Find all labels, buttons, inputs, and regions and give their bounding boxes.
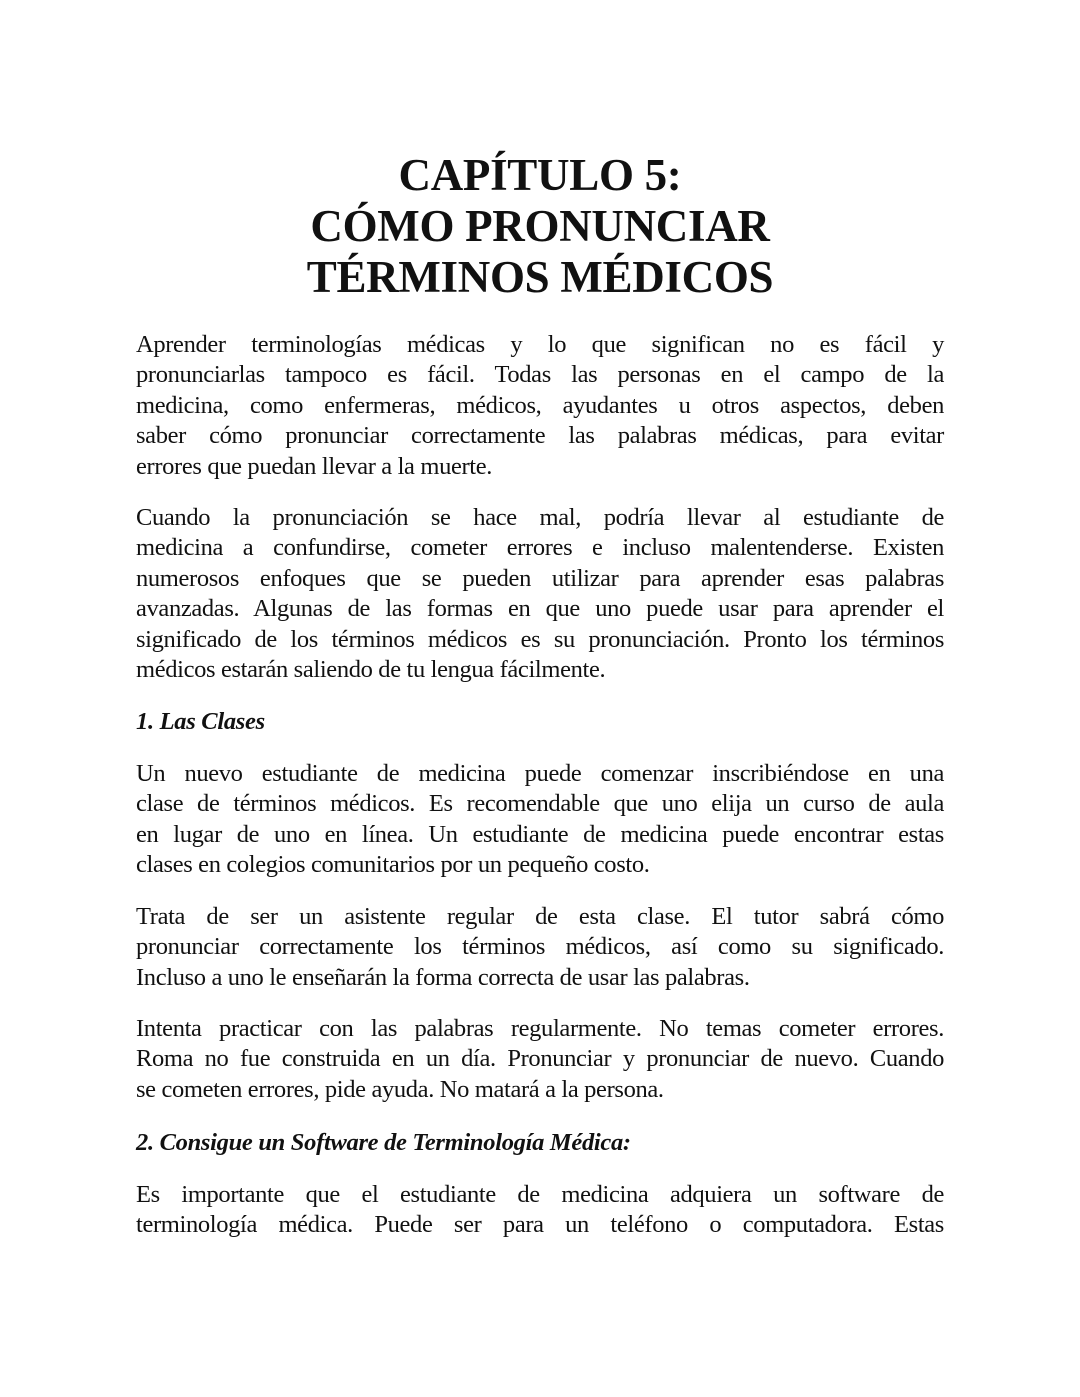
chapter-title-line-3: TÉRMINOS MÉDICOS: [306, 252, 774, 302]
text-line: Aprender terminologías médicas y lo que significan no es fácil y: [136, 331, 944, 358]
text-line: medicina a confundirse, cometer errores e incluso malentenderse. Existen: [136, 534, 944, 562]
text-line: saber cómo pronunciar correctamente las palabras médicas, para evitar: [136, 422, 944, 450]
text-line: se cometen errores, pide ayuda. No matará a la persona.: [136, 1075, 664, 1103]
text-line: Trata de ser un asistente regular de esta clase. El tutor sabrá cómo: [136, 903, 944, 930]
text-line: en lugar de uno en línea. Un estudiante de medicina puede encontrar estas: [136, 820, 944, 848]
chapter-title: [0, 150, 1080, 303]
text-line: pronunciar correctamente los términos médicos, así como su significado.: [136, 933, 944, 961]
section-2-paragraph-1: [136, 1180, 944, 1241]
text-line: pronunciarlas tampoco es fácil. Todas las personas en el campo de la: [136, 361, 944, 389]
section-1-paragraph-2: [136, 902, 944, 993]
text-line: Es importante que el estudiante de medicina adquiera un software de: [136, 1181, 944, 1208]
text-line: Roma no fue construida en un día. Pronunciar y pronunciar de nuevo. Cuando: [136, 1045, 944, 1073]
chapter-title-line-2: CÓMO PRONUNCIAR: [310, 201, 770, 251]
text-line: errores que puedan llevar a la muerte.: [136, 452, 493, 480]
text-line: clases en colegios comunitarios por un pequeño costo.: [136, 851, 650, 879]
text-line: significado de los términos médicos es su pronunciación. Pronto los términos: [136, 625, 944, 653]
chapter-title-line-1: CAPÍTULO 5:: [398, 150, 682, 200]
section-heading-1: 1. Las Clases: [136, 708, 265, 735]
text-line: Un nuevo estudiante de medicina puede comenzar inscribiéndose en una: [136, 760, 944, 787]
intro-paragraph-2: [136, 503, 944, 685]
section-heading-2: 2. Consigue un Software de Terminología Médica:: [136, 1129, 631, 1156]
intro-paragraph-1: [136, 330, 944, 482]
section-1-paragraph-1: [136, 759, 944, 881]
text-line: terminología médica. Puede ser para un teléfono o computadora. Estas: [136, 1211, 944, 1239]
text-line: Intenta practicar con las palabras regularmente. No temas cometer errores.: [136, 1015, 944, 1042]
text-line: Incluso a uno le enseñarán la forma correcta de usar las palabras.: [136, 963, 750, 991]
section-1-paragraph-3: [136, 1014, 944, 1105]
text-line: numerosos enfoques que se pueden utilizar para aprender esas palabras: [136, 564, 944, 592]
text-line: Cuando la pronunciación se hace mal, podría llevar al estudiante de: [136, 504, 944, 531]
text-line: avanzadas. Algunas de las formas en que uno puede usar para aprender el: [136, 595, 944, 623]
text-line: médicos estarán saliendo de tu lengua fácilmente.: [136, 655, 606, 683]
text-line: medicina, como enfermeras, médicos, ayudantes u otros aspectos, deben: [136, 391, 944, 419]
text-line: clase de términos médicos. Es recomendable que uno elija un curso de aula: [136, 790, 944, 818]
